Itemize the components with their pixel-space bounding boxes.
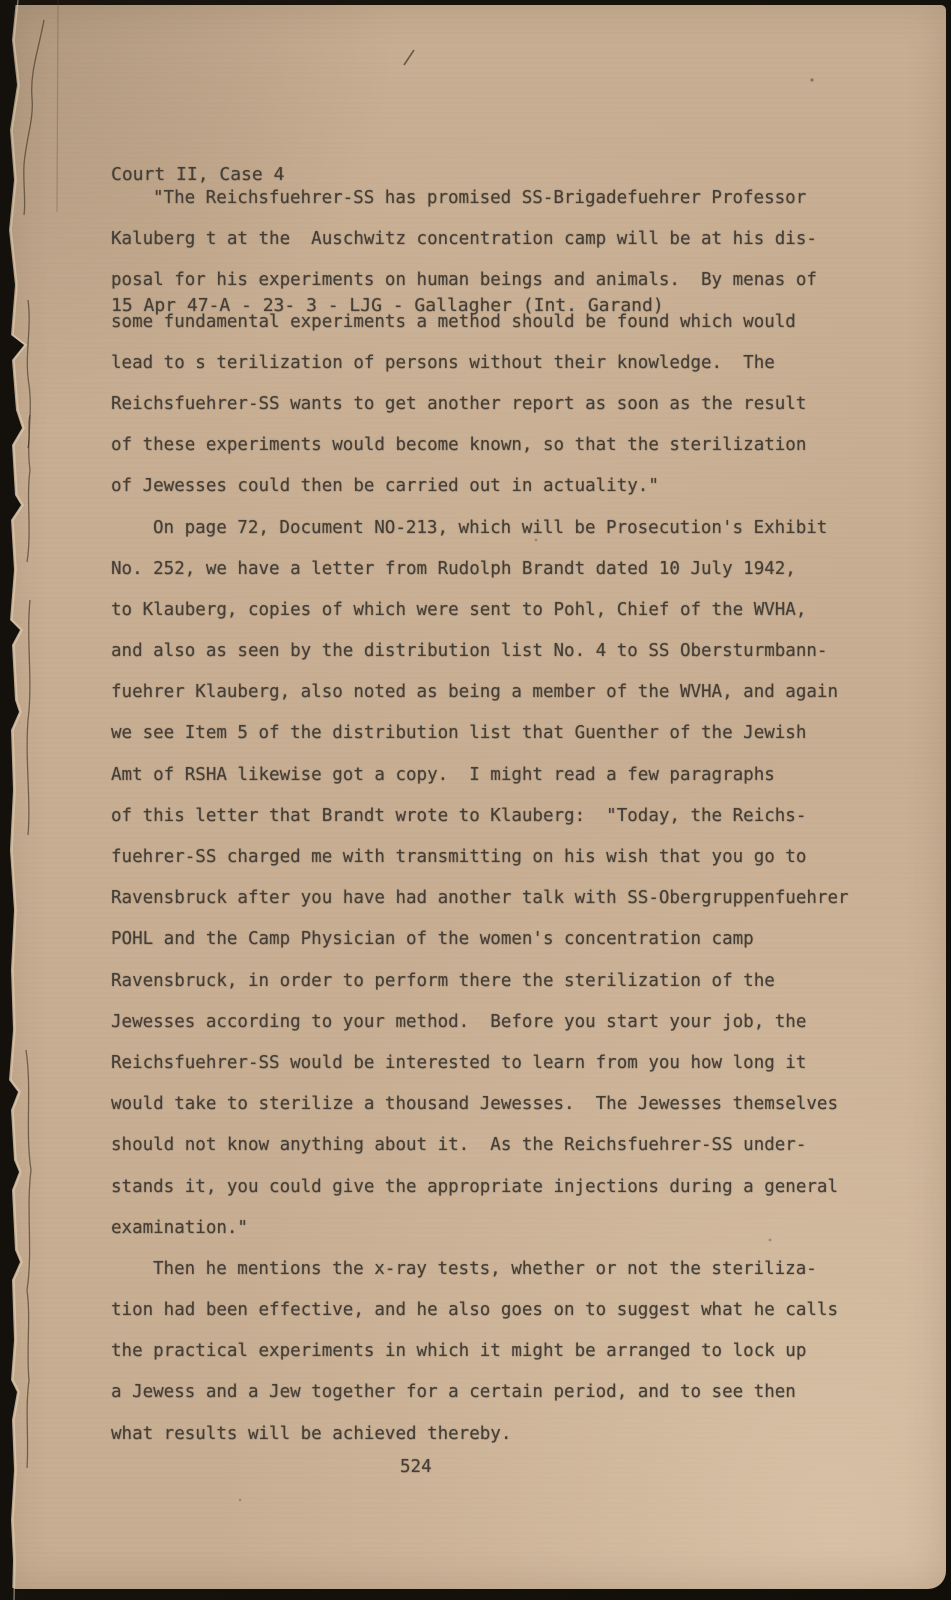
document-body (111, 178, 849, 1455)
body-line: of this letter that Brandt wrote to Klauberg: "Today, the Reichs- (111, 805, 807, 826)
body-line: a Jewess and a Jew together for a certain period, and to see then (111, 1382, 796, 1403)
body-line: Amt of RSHA likewise got a copy. I might read a few paragraphs (111, 764, 775, 785)
body-line: Ravensbruck after you have had another talk with SS-Obergruppenfuehrer (111, 888, 849, 909)
body-line: No. 252, we have a letter from Rudolph Brandt dated 10 July 1942, (111, 558, 796, 579)
body-line: to Klauberg, copies of which were sent to Pohl, Chief of the WVHA, (111, 599, 807, 620)
paragraph-3 (111, 1249, 849, 1455)
body-line: of Jewesses could then be carried out in actuality." (111, 476, 659, 497)
body-line: "The Reichsfuehrer-SS has promised SS-Brigadefuehrer Professor (153, 188, 807, 208)
body-line: Then he mentions the x-ray tests, whether or not the steriliza- (153, 1258, 817, 1279)
body-line: Ravensbruck, in order to perform there the sterilization of the (111, 970, 775, 991)
body-line: the practical experiments in which it might be arranged to lock up (111, 1341, 807, 1362)
body-line: fuehrer-SS charged me with transmitting on his wish that you go to (111, 847, 807, 867)
body-line: would take to sterilize a thousand Jewesses. The Jewesses themselves (111, 1094, 838, 1115)
body-line: and also as seen by the distribution list No. 4 to SS Obersturmbann- (111, 641, 828, 662)
body-line: examination." (111, 1217, 248, 1238)
page-number: 524 (400, 1457, 432, 1477)
body-line: posal for his experiments on human beings and animals. By menas of (111, 270, 817, 291)
body-line: On page 72, Document NO-213, which will be Prosecution's Exhibit (153, 517, 828, 538)
body-line: what results will be achieved thereby. (111, 1423, 512, 1444)
paragraph-2 (111, 508, 849, 1249)
body-line: Reichsfuehrer-SS wants to get another report as soon as the result (111, 393, 807, 414)
document-page (8, 5, 946, 1589)
body-line: should not know anything about it. As the Reichsfuehrer-SS under- (111, 1135, 807, 1156)
body-line: POHL and the Camp Physician of the women's concentration camp (111, 929, 754, 950)
header-line-court: Court II, Case 4 (111, 164, 285, 185)
body-line: Reichsfuehrer-SS would be interested to learn from you how long it (111, 1052, 807, 1073)
body-line: fuehrer Klauberg, also noted as being a member of the WVHA, and again (111, 682, 838, 703)
body-line: lead to s terilization of persons without their knowledge. The (111, 352, 775, 373)
body-line: we see Item 5 of the distribution list that Guenther of the Jewish (111, 723, 807, 744)
body-line: Kaluberg t at the Auschwitz concentration camp will be at his dis- (111, 229, 817, 250)
body-line: of these experiments would become known, so that the sterilization (111, 435, 807, 456)
body-line: stands it, you could give the appropriate injections during a general (111, 1176, 838, 1197)
body-line: Jewesses according to your method. Before you start your job, the (111, 1011, 807, 1032)
paragraph-1 (111, 178, 849, 508)
body-line: some fundamental experiments a method should be found which would (111, 311, 796, 332)
body-line: tion had been effective, and he also goes on to suggest what he calls (111, 1300, 838, 1321)
header-line-session: 15 Apr 47-A - 23- 3 - LJG - Gallagher (Int. Garand) (111, 295, 664, 317)
